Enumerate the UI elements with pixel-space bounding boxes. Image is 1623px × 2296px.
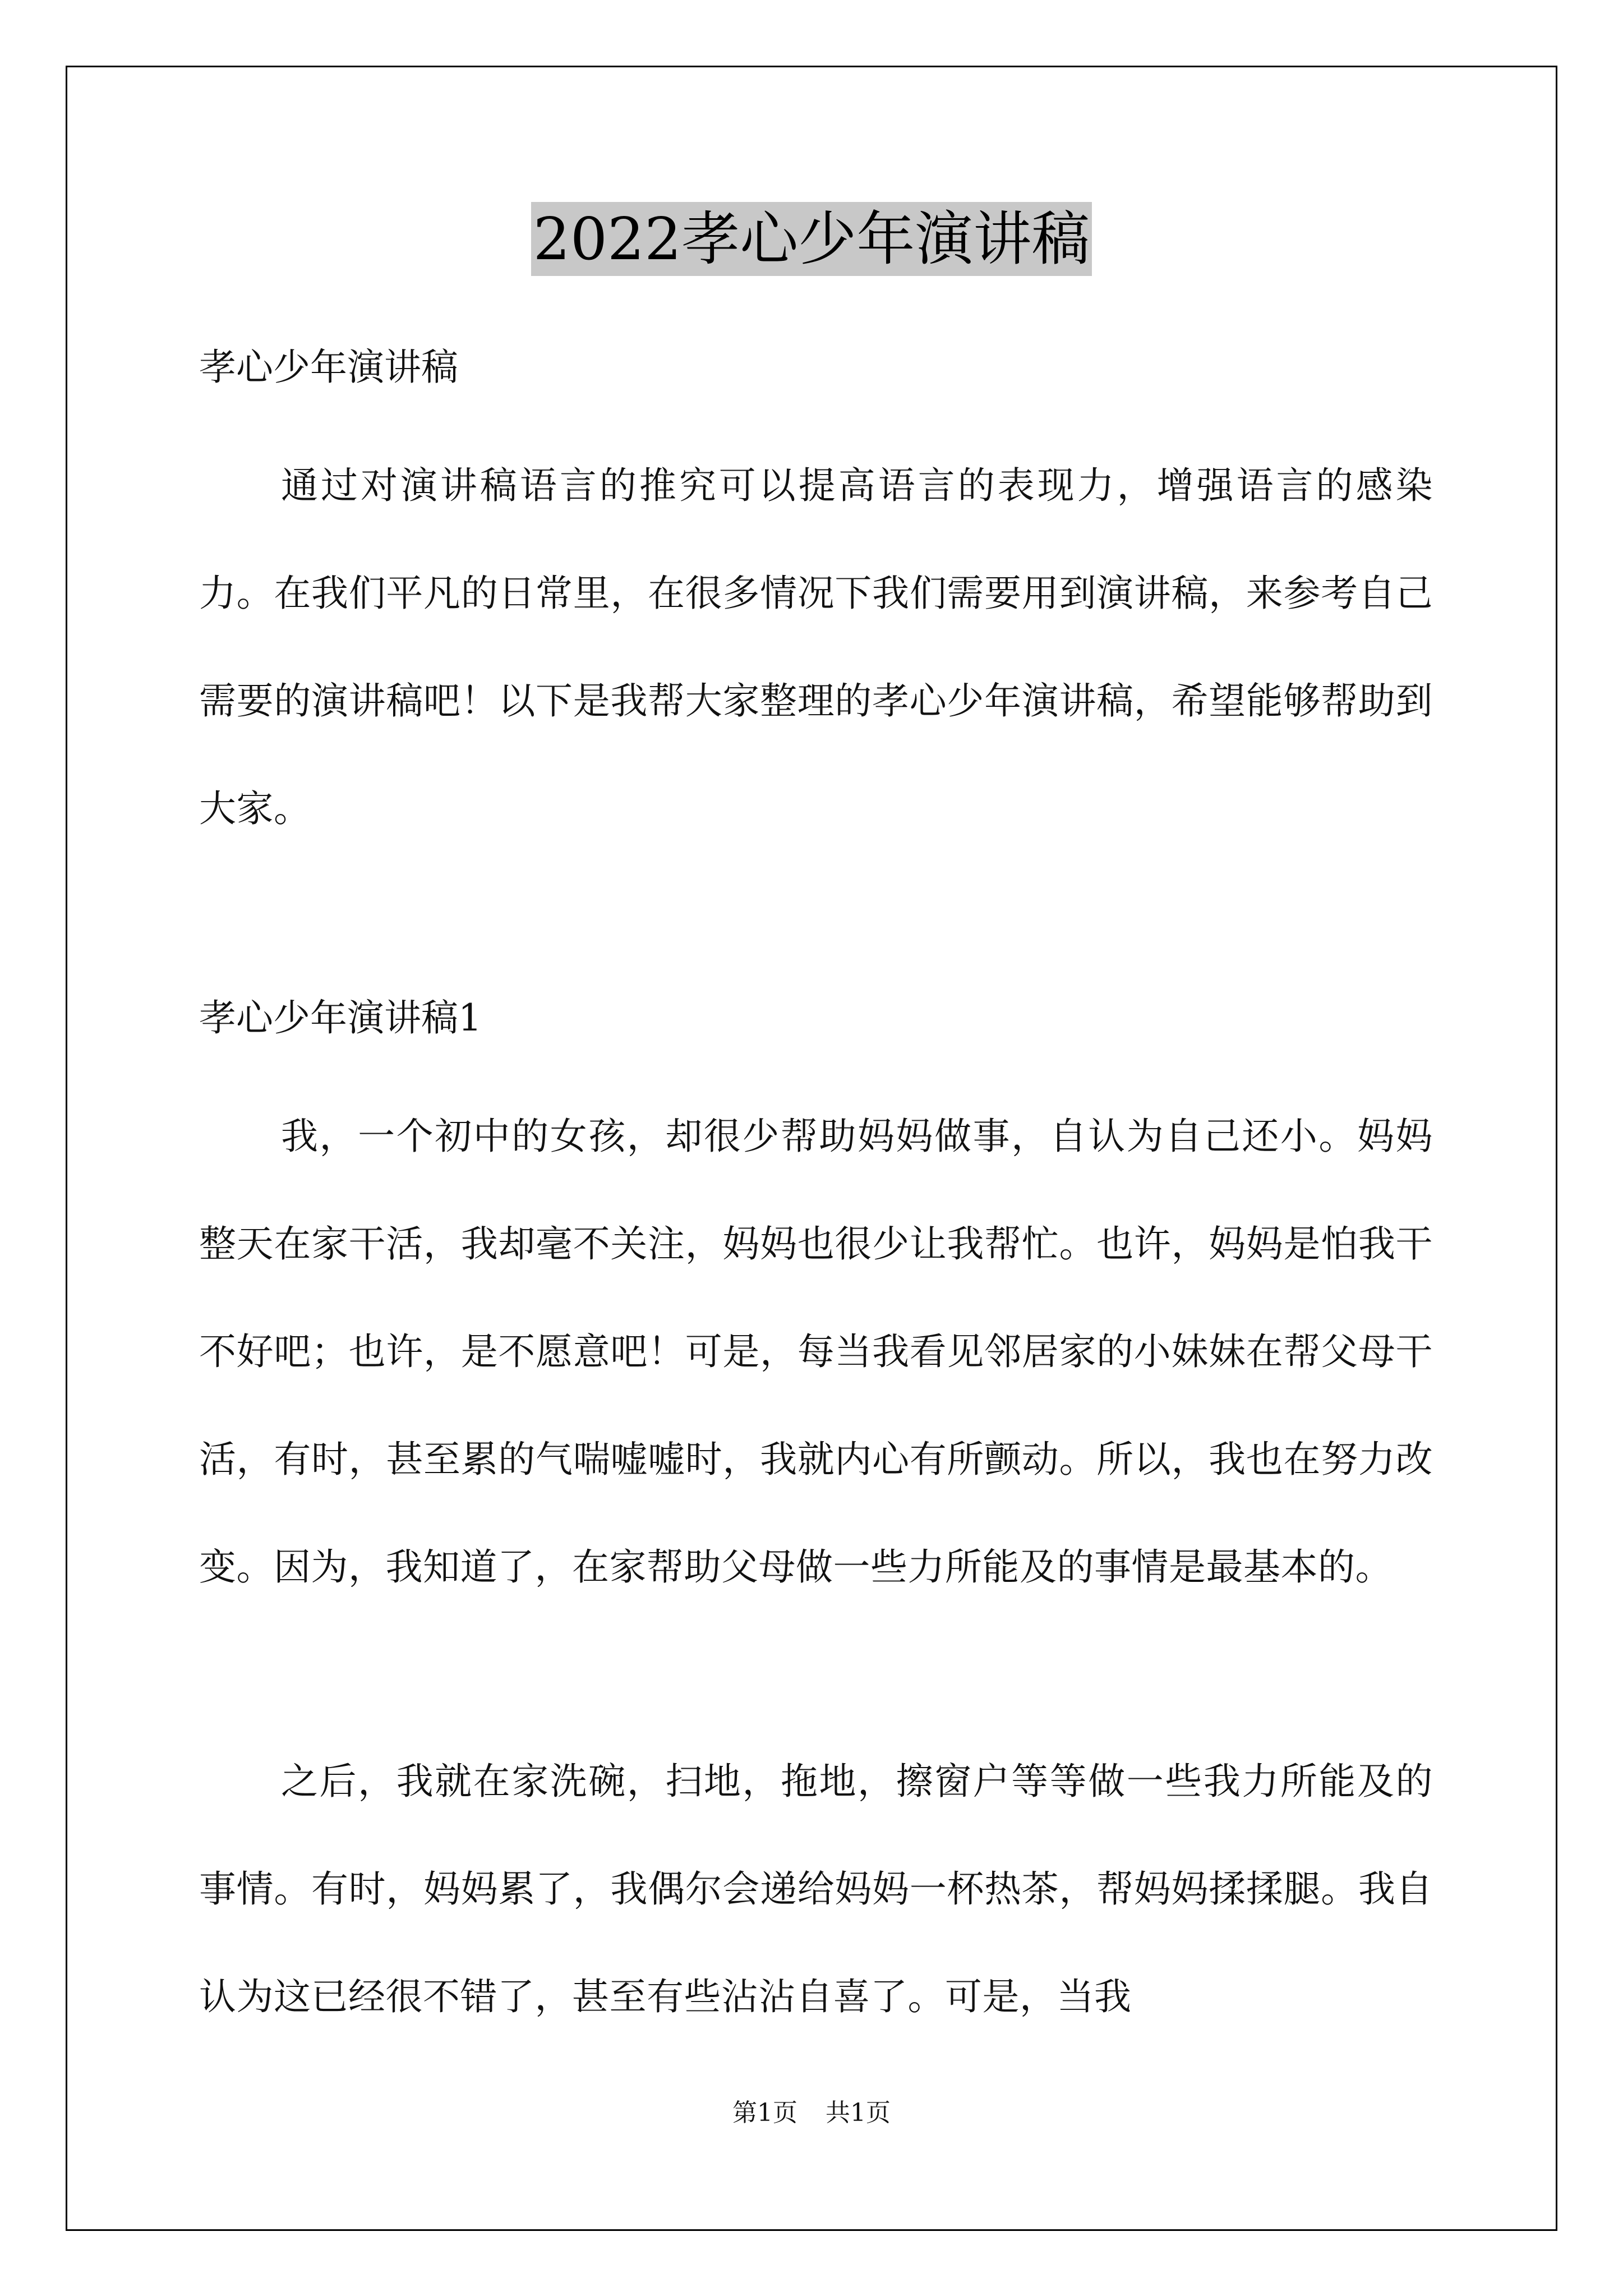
- document-title: 2022孝心少年演讲稿: [531, 202, 1092, 276]
- title-container: [0, 202, 1623, 276]
- page-total: 共1页: [826, 2099, 891, 2127]
- page-number: 第1页: [732, 2099, 797, 2127]
- subtitle: 孝心少年演讲稿: [199, 346, 458, 389]
- page-footer: [0, 2092, 1623, 2128]
- section-heading-1: 孝心少年演讲稿1: [199, 996, 482, 1039]
- section1-paragraph-2: 之后，我就在家洗碗，扫地，拖地，擦窗户等等做一些我力所能及的事情。有时，妈妈累了，我偶尔会递给妈妈一杯热茶，帮妈妈揉揉腿。我自认为这已经很不错了，甚至有些沾沾自喜了。可是，当我: [199, 1760, 1433, 2018]
- intro-paragraph: 通过对演讲稿语言的推究可以提高语言的表现力，增强语言的感染力。在我们平凡的日常里，在很多情况下我们需要用到演讲稿，来参考自己需要的演讲稿吧！以下是我帮大家整理的孝心少年演讲稿，希望能够帮助到大家。: [199, 464, 1433, 830]
- section1-paragraph-1: 我，一个初中的女孩，却很少帮助妈妈做事，自认为自己还小。妈妈整天在家干活，我却毫不关注，妈妈也很少让我帮忙。也许，妈妈是怕我干不好吧；也许，是不愿意吧！可是，每当我看见邻居家的小妹妹在帮父母干活，有时，甚至累的气喘嘘嘘时，我就内心有所颤动。所以，我也在努力改变。因为，我知道了，在家帮助父母做一些力所能及的事情是最基本的。: [199, 1115, 1433, 1589]
